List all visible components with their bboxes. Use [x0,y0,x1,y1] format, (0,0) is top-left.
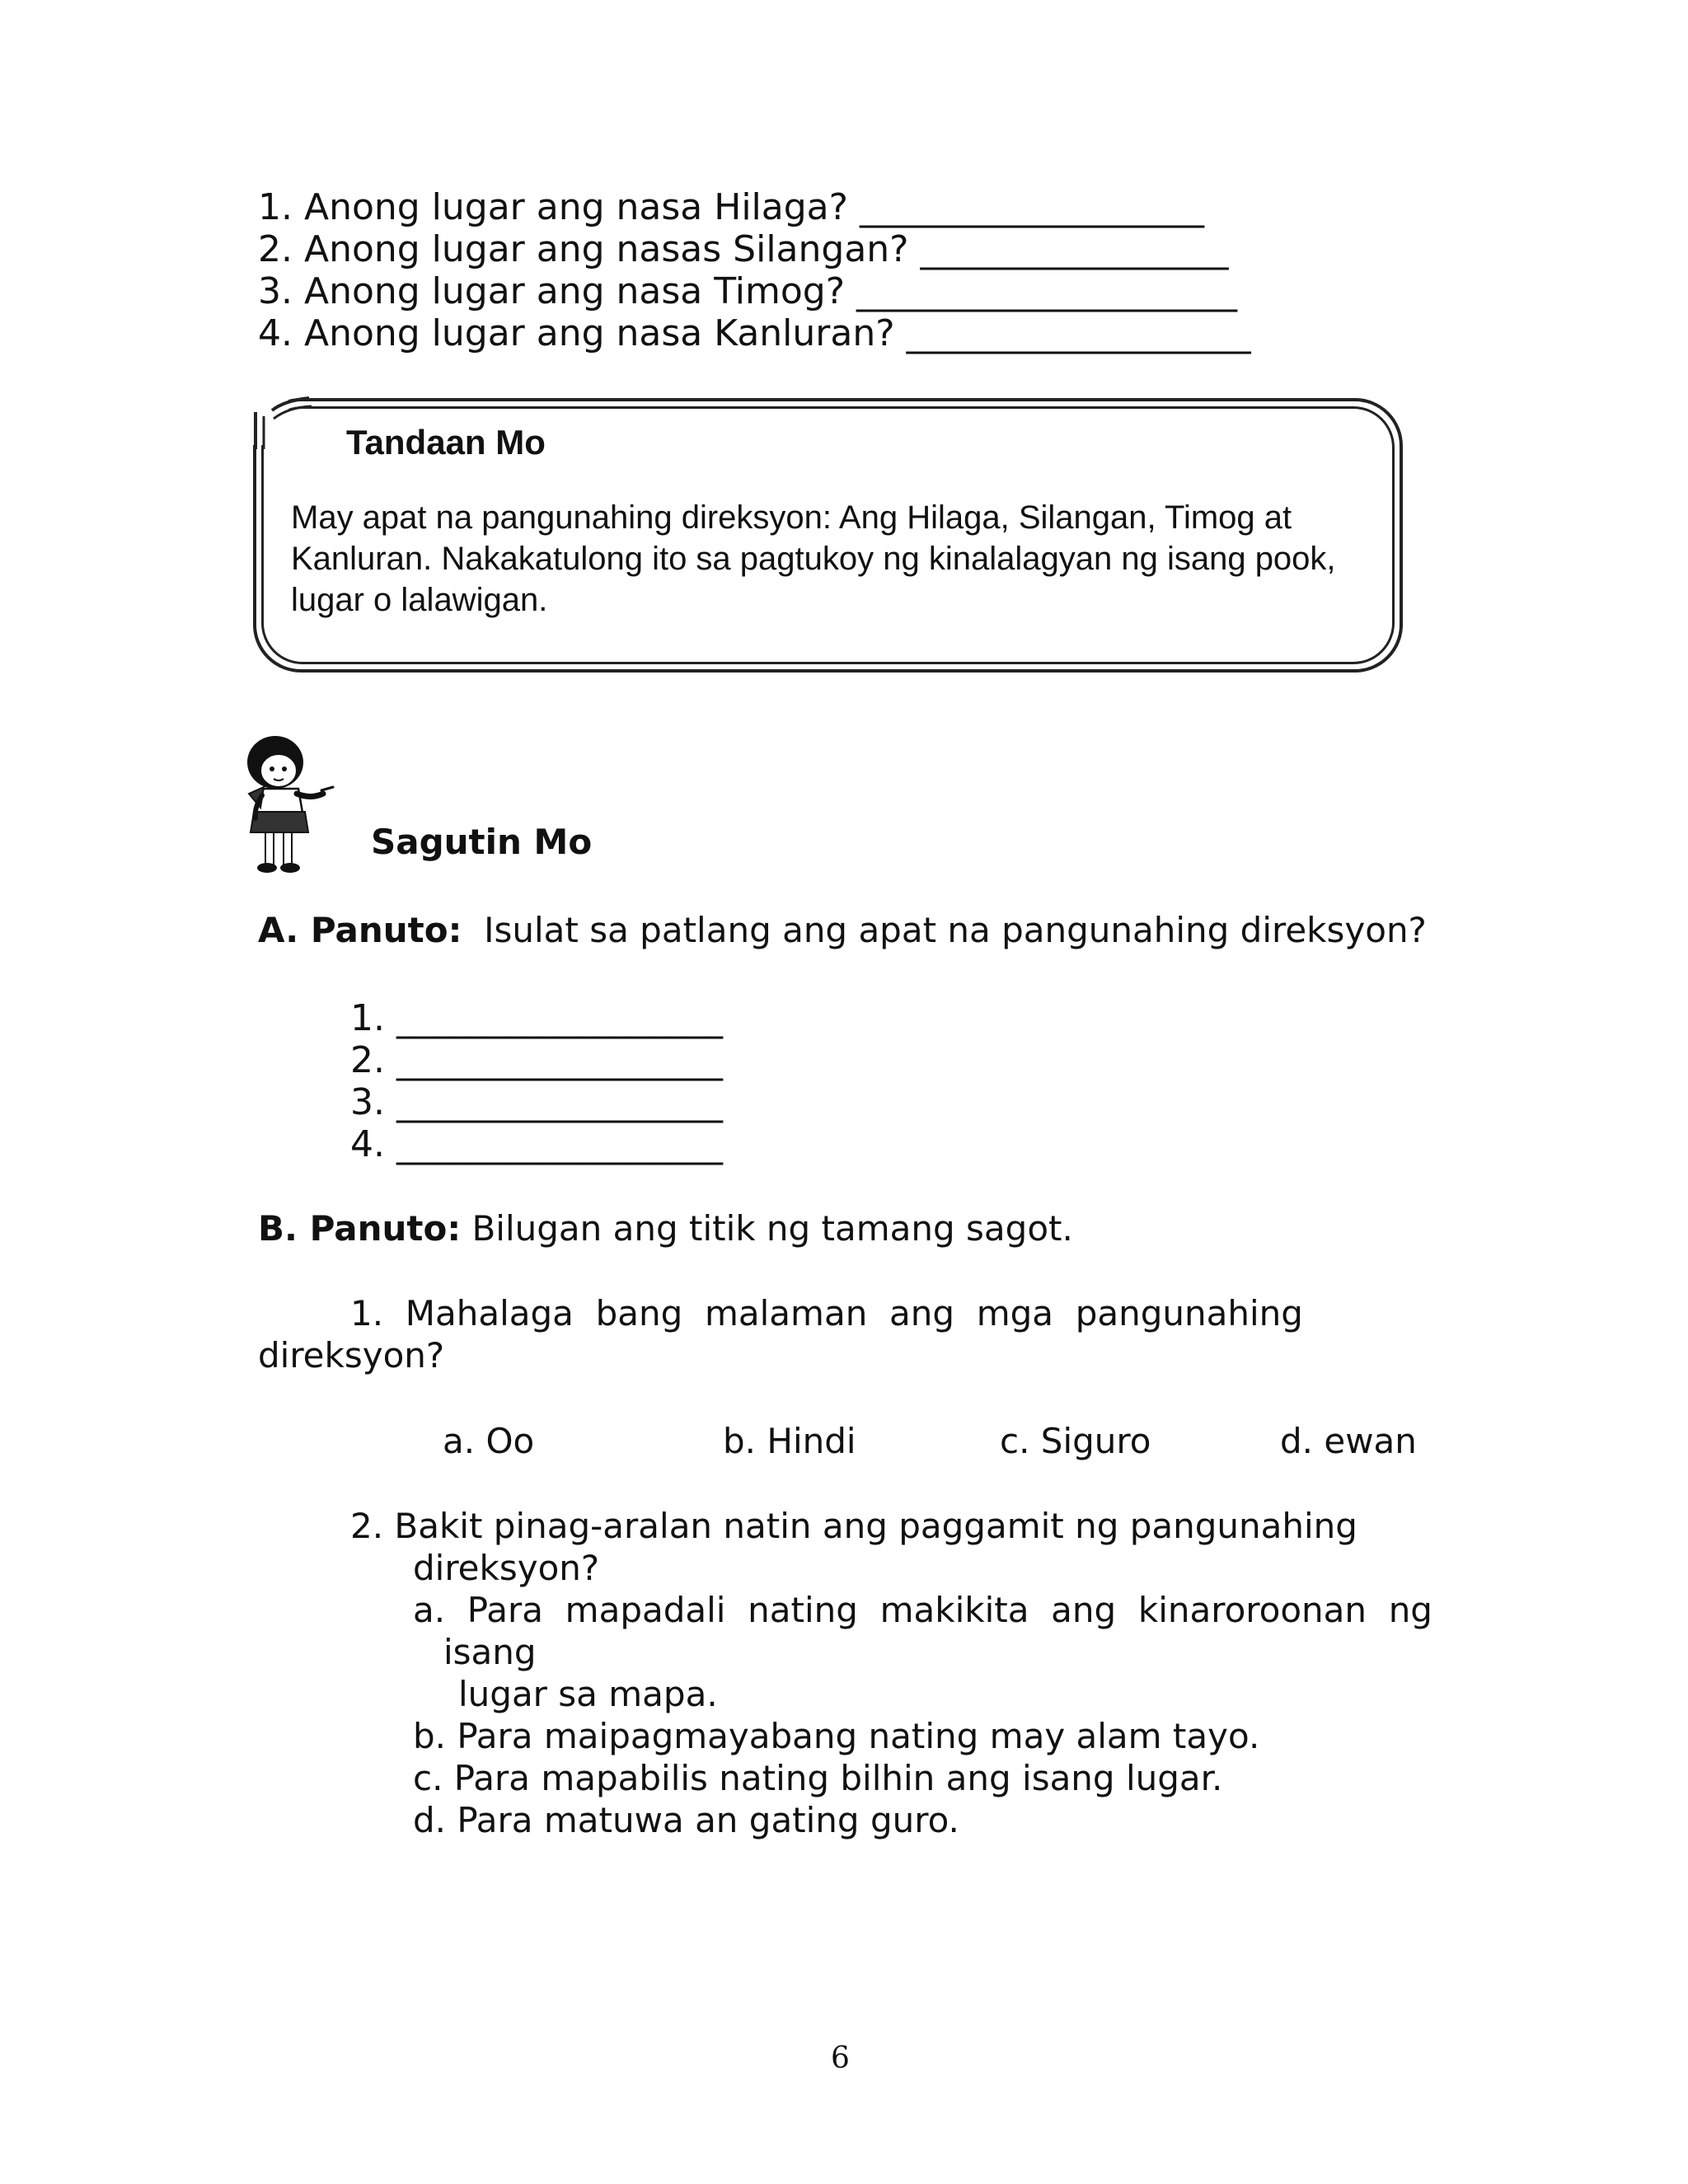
part-a-text: Isulat sa patlang ang apat na pangunahing direksyon? [462,910,1427,950]
q1-choice-a: a. Oo [443,1421,535,1461]
part-a-instruction [258,909,1427,952]
q2-option-b: b. Para maipagmayabang nating may alam tayo. [413,1716,1260,1756]
part-b-label: B. Panuto: [258,1208,462,1249]
part-b-instruction [258,1207,1073,1250]
q2-text-line1: 2. Bakit pinag-aralan natin ang paggamit ng pangunahing [350,1506,1357,1546]
q1-text-line1: 1. Mahalaga bang malaman ang mga pangunahing [350,1293,1303,1333]
box-corner-curl [247,387,313,453]
q2-option-a: a. Para mapadali nating makikita ang kinaroroonan ng [413,1590,1432,1630]
sagutin-title: Sagutin Mo [371,822,593,862]
q1-choice-c: c. Siguro [1000,1421,1151,1461]
question-line-2: 2. Anong lugar ang nasas Silangan? _________________ [258,228,1229,270]
question-line-4: 4. Anong lugar ang nasa Kanluran? ___________________ [258,312,1251,354]
tandaan-text: May apat na pangunahing direksyon: Ang Hilaga, Silangan, Timog at Kanluran. Nakakatulong ito sa pagtukoy ng kinalalagyan ng isang pook, lugar o lalawigan. [291,499,1336,618]
part-a-blank-4: 4. __________________ [350,1123,723,1165]
q1-text-line2: direksyon? [258,1335,445,1376]
part-b-text: Bilugan ang titik ng tamang sagot. [461,1208,1073,1249]
question-line-1: 1. Anong lugar ang nasa Hilaga? ___________________ [258,186,1204,228]
q2-text-line2: direksyon? [413,1548,600,1588]
part-a-label: A. Panuto: [258,910,462,950]
q2-option-c: c. Para mapabilis nating bilhin ang isang lugar. [413,1758,1223,1798]
q2-option-d: d. Para matuwa an gating guro. [413,1800,959,1840]
part-a-blank-2: 2. __________________ [350,1039,723,1081]
tandaan-title: Tandaan Mo [346,423,546,462]
q1-choice-b: b. Hindi [723,1421,856,1461]
question-line-3: 3. Anong lugar ang nasa Timog? _____________________ [258,270,1238,312]
q2-option-a-cont1: isang [443,1632,537,1672]
q2-option-a-cont2: lugar sa mapa. [458,1674,718,1714]
girl-pointing-icon [224,729,340,882]
part-a-blank-1: 1. __________________ [350,997,723,1039]
part-a-blank-3: 3. __________________ [350,1081,723,1123]
q1-choice-d: d. ewan [1280,1421,1417,1461]
page-number: 6 [831,2041,850,2075]
